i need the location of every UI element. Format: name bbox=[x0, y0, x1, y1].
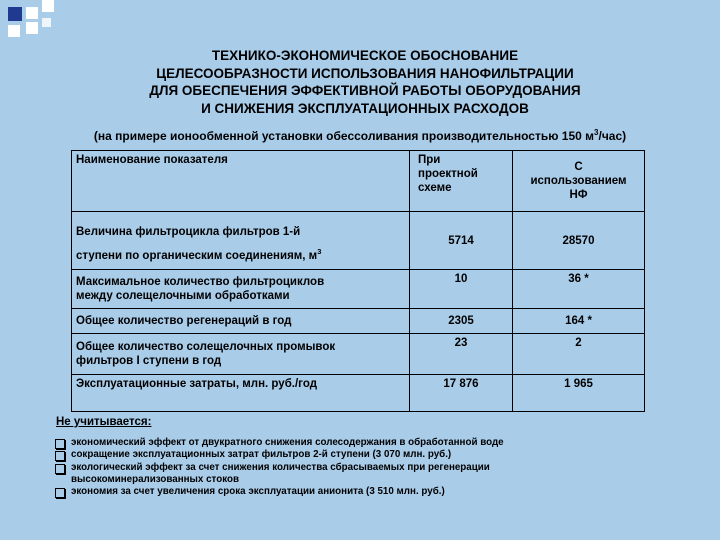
title-line: И СНИЖЕНИЯ ЭКСПЛУАТАЦИОННЫХ РАСХОДОВ bbox=[201, 100, 529, 116]
checkbox-bullet-icon bbox=[55, 439, 65, 449]
table-row bbox=[72, 334, 645, 374]
checkbox-bullet-icon bbox=[55, 451, 65, 461]
row-label-line: Максимальное количество фильтроциклов bbox=[76, 276, 325, 289]
row-label bbox=[72, 374, 410, 411]
table-row bbox=[72, 270, 645, 308]
corner-decoration bbox=[0, 0, 60, 45]
header-line: НФ bbox=[569, 188, 588, 201]
row-label-text: ступени по органическим соединениям, м bbox=[76, 249, 318, 262]
row-label-line: Величина фильтроцикла фильтров 1-й bbox=[76, 225, 301, 238]
row-value-project: 10 bbox=[410, 270, 513, 308]
table-row bbox=[72, 211, 645, 270]
checkbox-bullet-icon bbox=[55, 488, 65, 498]
header-line: проектной bbox=[418, 168, 478, 180]
row-label bbox=[72, 270, 410, 308]
row-label-sup: 3 bbox=[317, 246, 322, 256]
row-value-project: 17 876 bbox=[410, 374, 513, 411]
row-value-nf: 28570 bbox=[513, 211, 645, 270]
header-line: использованием bbox=[530, 174, 627, 187]
row-label-line: Общее количество регенераций в год bbox=[76, 314, 292, 327]
header-line: С bbox=[574, 160, 583, 173]
row-label bbox=[72, 334, 410, 374]
row-value-project: 23 bbox=[410, 334, 513, 374]
note-line: сокращение эксплуатационных затрат фильтров 2-й ступени (3 070 млн. руб.) bbox=[71, 449, 452, 461]
list-item bbox=[54, 437, 674, 449]
title-line: ТЕХНИКО-ЭКОНОМИЧЕСКОЕ ОБОСНОВАНИЕ bbox=[211, 48, 519, 63]
list-item bbox=[54, 462, 674, 487]
row-label-line bbox=[76, 242, 405, 266]
row-value-project: 2305 bbox=[410, 308, 513, 333]
title-line: ДЛЯ ОБЕСПЕЧЕНИЯ ЭФФЕКТИВНОЙ РАБОТЫ ОБОРУДОВАНИЯ bbox=[149, 83, 581, 98]
note-line: экономический эффект от двукратного снижения солесодержания в обработанной воде bbox=[71, 437, 504, 448]
row-label-line: между солещелочными обработками bbox=[76, 290, 290, 303]
row-value-nf: 36 * bbox=[513, 270, 645, 308]
title-line: ЦЕЛЕСООБРАЗНОСТИ ИСПОЛЬЗОВАНИЯ НАНОФИЛЬТРАЦИИ bbox=[156, 65, 574, 81]
row-label-line: Эксплуатационные затраты, млн. руб./год bbox=[76, 377, 317, 390]
header-with-nf bbox=[513, 151, 645, 212]
header-indicator: Наименование показателя bbox=[72, 151, 410, 212]
subtitle-text: (на примере ионообменной установки обессоливания производительностью 150 м bbox=[93, 129, 595, 143]
notes-heading: Не учитывается: bbox=[56, 416, 152, 428]
page-title bbox=[70, 47, 660, 117]
header-project-scheme bbox=[410, 151, 513, 212]
subtitle-sup: 3 bbox=[594, 128, 599, 137]
row-value-nf: 2 bbox=[513, 334, 645, 374]
note-line: экономия за счет увеличения срока эксплуатации анионита (3 510 млн. руб.) bbox=[71, 486, 445, 498]
row-value-nf: 1 965 bbox=[513, 374, 645, 411]
comparison-table bbox=[71, 150, 645, 412]
subtitle-after: /час) bbox=[598, 129, 627, 143]
notes-list bbox=[54, 437, 674, 498]
table-row bbox=[72, 308, 645, 333]
subtitle bbox=[30, 128, 690, 143]
checkbox-bullet-icon bbox=[55, 464, 65, 474]
note-line: высокоминерализованных стоков bbox=[71, 473, 239, 485]
row-label bbox=[72, 211, 410, 270]
list-item bbox=[54, 486, 674, 498]
header-line: При bbox=[418, 154, 441, 166]
row-value-nf: 164 * bbox=[513, 308, 645, 333]
row-label bbox=[72, 308, 410, 333]
header-line: схеме bbox=[418, 182, 452, 194]
row-value-project: 5714 bbox=[410, 211, 513, 270]
list-item bbox=[54, 449, 674, 461]
note-line: экологический эффект за счет снижения количества сбрасываемых при регенерации bbox=[71, 461, 490, 473]
row-label-line: фильтров I ступени в год bbox=[76, 354, 222, 367]
row-label-line: Общее количество солещелочных промывок bbox=[76, 340, 336, 353]
table-header-row bbox=[72, 151, 645, 212]
table-row bbox=[72, 374, 645, 411]
